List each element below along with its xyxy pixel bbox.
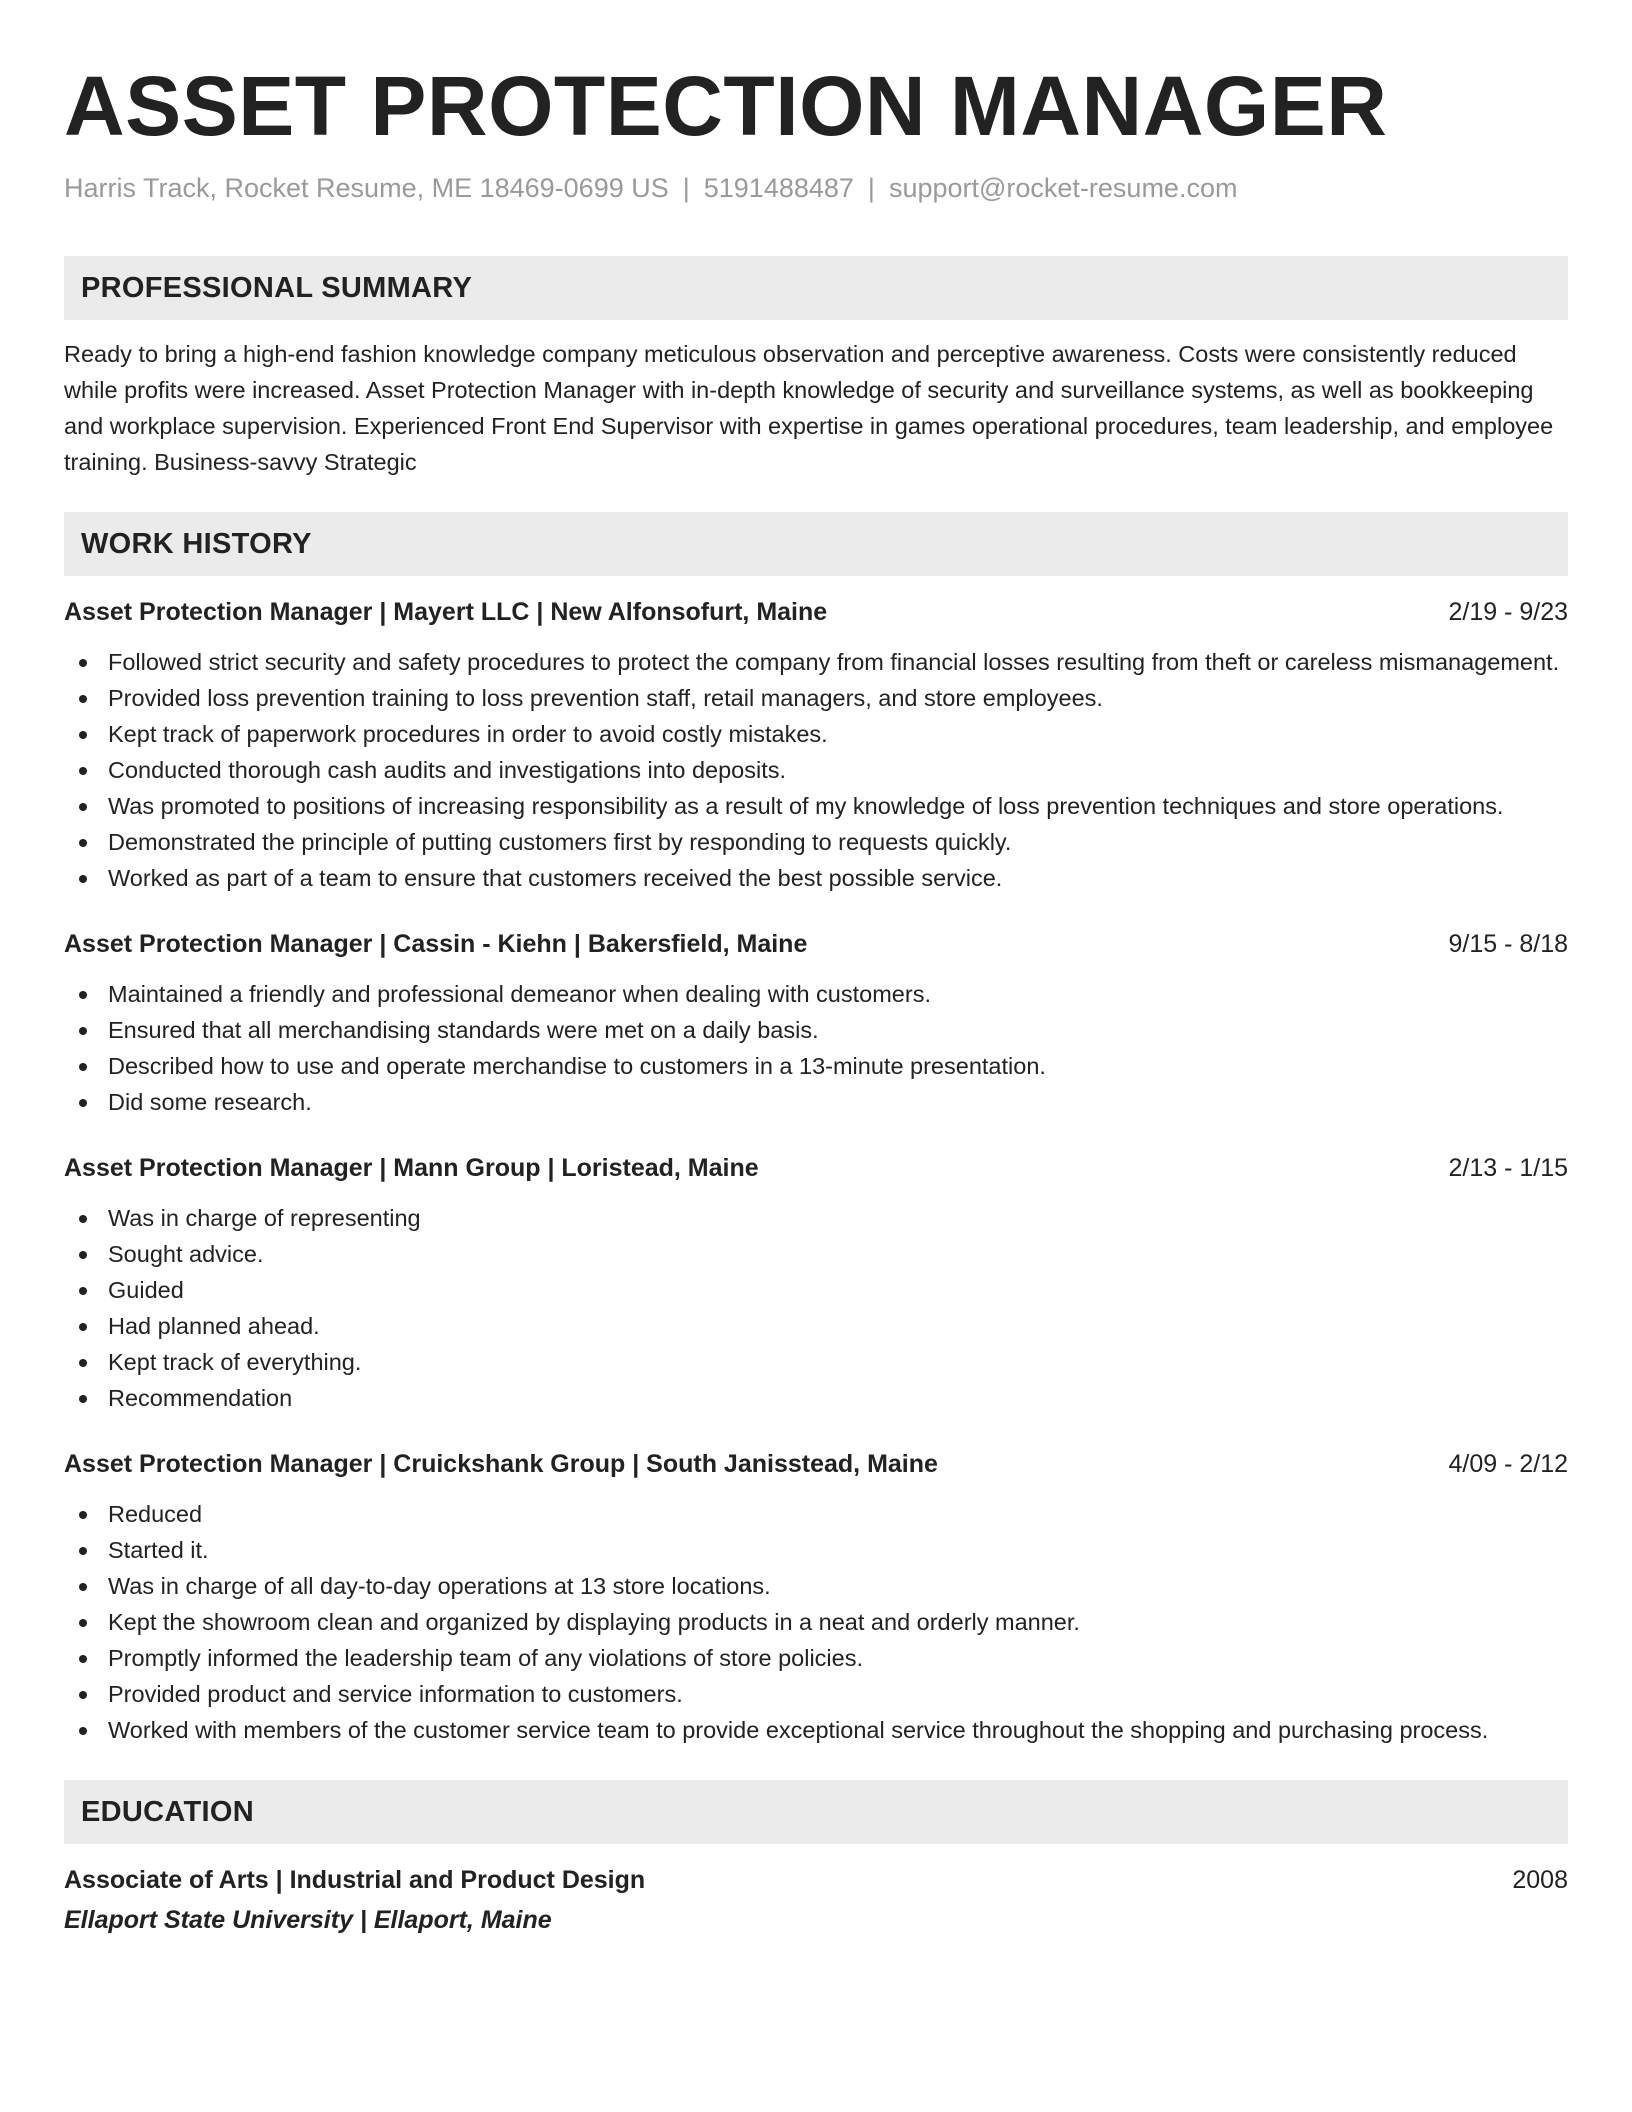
contact-phone: 5191488487 xyxy=(703,173,854,203)
job-entry xyxy=(64,594,1568,896)
job-bullets xyxy=(64,976,1568,1120)
job-bullet: Reduced xyxy=(108,1496,1568,1532)
job-bullet: Worked as part of a team to ensure that customers received the best possible service. xyxy=(108,860,1568,896)
summary-text: Ready to bring a high-end fashion knowledge company meticulous observation and perceptive awareness. Costs were consistently reduced while profits were increased. Asset Protection Manager with in-depth knowledge of security and surveillance systems, as well as bookkeeping and workplace supervision. Experienced Front End Supervisor with expertise in games operational procedures, team leadership, and employee training. Business-savvy Strategic xyxy=(64,341,1554,475)
job-bullet: Ensured that all merchandising standards were met on a daily basis. xyxy=(108,1012,1568,1048)
job-entry xyxy=(64,926,1568,1120)
contact-separator: | xyxy=(867,173,875,203)
job-bullet: Provided product and service information to customers. xyxy=(108,1676,1568,1712)
job-bullet: Sought advice. xyxy=(108,1236,1568,1272)
job-bullet: Demonstrated the principle of putting customers first by responding to requests quickly. xyxy=(108,824,1568,860)
job-bullet: Was in charge of representing xyxy=(108,1200,1568,1236)
job-dates: 4/09 - 2/12 xyxy=(1448,1450,1568,1478)
job-bullet: Guided xyxy=(108,1272,1568,1308)
contact-line xyxy=(64,170,1568,206)
education-degree: Associate of Arts | Industrial and Product Design xyxy=(64,1866,646,1894)
education-entry xyxy=(64,1862,1568,1938)
job-title: Asset Protection Manager | Mayert LLC | New Alfonsofurt, Maine xyxy=(64,598,828,626)
job-bullet: Kept track of paperwork procedures in order to avoid costly mistakes. xyxy=(108,716,1568,752)
job-header xyxy=(64,926,1568,962)
job-bullet: Conducted thorough cash audits and investigations into deposits. xyxy=(108,752,1568,788)
job-entry xyxy=(64,1446,1568,1748)
job-bullets xyxy=(64,1496,1568,1748)
job-title: Asset Protection Manager | Cruickshank Group | South Janisstead, Maine xyxy=(64,1450,938,1478)
contact-separator: | xyxy=(682,173,690,203)
job-bullet: Did some research. xyxy=(108,1084,1568,1120)
work-history-list xyxy=(64,594,1568,1748)
job-bullet: Kept the showroom clean and organized by displaying products in a neat and orderly manner. xyxy=(108,1604,1568,1640)
resume-title: ASSET PROTECTION MANAGER xyxy=(64,59,1388,153)
education-heading: EDUCATION xyxy=(64,1780,1568,1844)
job-header xyxy=(64,1150,1568,1186)
work-history-heading: WORK HISTORY xyxy=(64,512,1568,576)
job-bullets xyxy=(64,644,1568,896)
job-bullet: Provided loss prevention training to loss prevention staff, retail managers, and store employees. xyxy=(108,680,1568,716)
resume-page xyxy=(64,56,1568,1938)
job-entry xyxy=(64,1150,1568,1416)
job-dates: 2/13 - 1/15 xyxy=(1448,1154,1568,1182)
job-bullets xyxy=(64,1200,1568,1416)
job-header xyxy=(64,1446,1568,1482)
education-school: Ellaport State University | Ellaport, Maine xyxy=(64,1906,552,1934)
contact-email: support@rocket-resume.com xyxy=(888,173,1238,203)
job-bullet: Described how to use and operate merchandise to customers in a 13-minute presentation. xyxy=(108,1048,1568,1084)
job-header xyxy=(64,594,1568,630)
summary-heading: PROFESSIONAL SUMMARY xyxy=(64,256,1568,320)
job-bullet: Was promoted to positions of increasing responsibility as a result of my knowledge of loss prevention techniques and store operations. xyxy=(108,788,1568,824)
job-bullet: Followed strict security and safety procedures to protect the company from financial losses resulting from theft or careless mismanagement. xyxy=(108,644,1568,680)
job-bullet: Recommendation xyxy=(108,1380,1568,1416)
job-bullet: Promptly informed the leadership team of any violations of store policies. xyxy=(108,1640,1568,1676)
job-dates: 2/19 - 9/23 xyxy=(1448,598,1568,626)
job-bullet: Worked with members of the customer service team to provide exceptional service throughout the shopping and purchasing process. xyxy=(108,1712,1568,1748)
education-year: 2008 xyxy=(1512,1866,1568,1894)
job-dates: 9/15 - 8/18 xyxy=(1448,930,1568,958)
job-bullet: Maintained a friendly and professional demeanor when dealing with customers. xyxy=(108,976,1568,1012)
job-bullet: Started it. xyxy=(108,1532,1568,1568)
job-bullet: Was in charge of all day-to-day operations at 13 store locations. xyxy=(108,1568,1568,1604)
education-header xyxy=(64,1862,1568,1898)
job-bullet: Kept track of everything. xyxy=(108,1344,1568,1380)
job-title: Asset Protection Manager | Cassin - Kiehn | Bakersfield, Maine xyxy=(64,930,808,958)
job-title: Asset Protection Manager | Mann Group | Loristead, Maine xyxy=(64,1154,759,1182)
job-bullet: Had planned ahead. xyxy=(108,1308,1568,1344)
contact-address: Harris Track, Rocket Resume, ME 18469-0699 US xyxy=(64,173,669,203)
